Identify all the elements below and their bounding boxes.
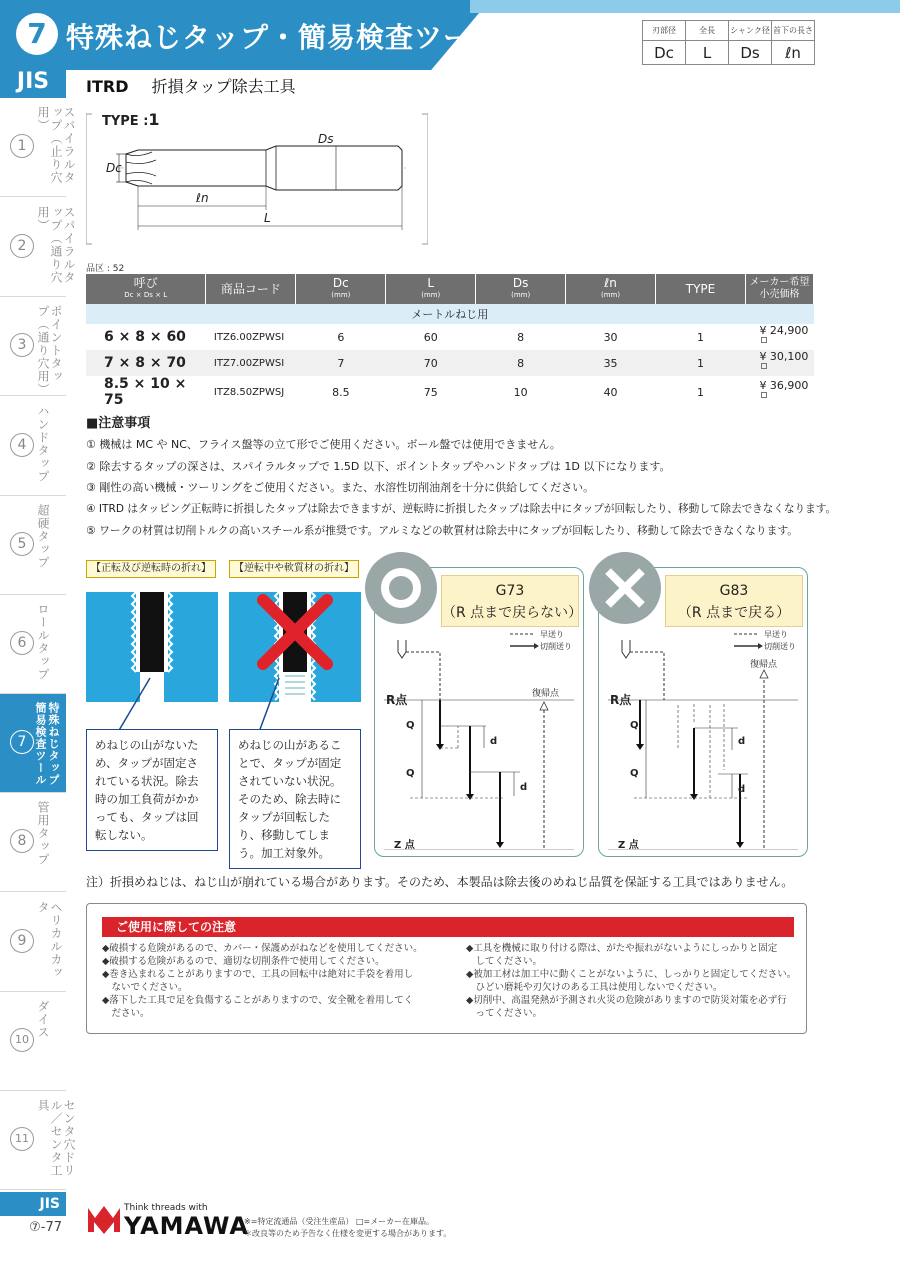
sidebar-item-label: ポイントタップ（通り穴用）	[36, 305, 63, 396]
sidebar-item-4[interactable]	[0, 397, 66, 496]
return-point-label: 復帰点	[532, 689, 560, 699]
dc-label: Dc	[106, 161, 122, 175]
sidebar-item-number: 2	[10, 234, 34, 258]
sidebar-jis-tab[interactable]: JIS	[0, 66, 66, 98]
sidebar-item-number: 11	[10, 1127, 34, 1151]
product-code: ITRD	[86, 77, 129, 96]
stock-icon	[761, 392, 767, 398]
notes-heading: ■注意事項	[86, 416, 151, 431]
caution-right	[466, 942, 796, 1020]
col-header: 商品コード	[206, 274, 296, 304]
caption-reverse-break: 【逆転中や軟質材の折れ】	[229, 560, 359, 578]
caution-line: ◆破損する危険があるので、カバー・保護めがねなどを使用してください。	[102, 943, 423, 954]
sidebar-item-9[interactable]	[0, 893, 66, 992]
legend-value: Ds	[729, 41, 772, 65]
sidebar-item-label: スパイラルタップ（通り穴用）	[36, 206, 76, 284]
header-stripe	[470, 0, 900, 13]
sidebar-item-number: 9	[10, 929, 34, 953]
legend-value: ℓn	[772, 41, 815, 65]
caption-forward-break: 【正転及び逆転時の折れ】	[86, 560, 216, 578]
dimension-legend	[642, 20, 815, 65]
col-header: TYPE	[656, 274, 746, 304]
product-name: 折損タップ除去工具	[151, 77, 296, 96]
legend-label: 刃部径	[643, 21, 686, 41]
legend-label: 全長	[686, 21, 729, 41]
caution-line: ◆破損する危険があるので、適切な切削条件で使用してください。	[102, 956, 385, 967]
notes-list	[86, 434, 836, 542]
legend-cut: 切削送り	[540, 642, 572, 651]
z-point-label: Z 点	[394, 840, 415, 850]
g73-title: G73 （R 点まで戻らない）	[441, 575, 579, 627]
sidebar-item-label: 特殊ねじタップ簡易検査ツール	[34, 702, 60, 786]
sidebar-item-number: 3	[10, 333, 34, 357]
d-label: d	[520, 782, 528, 793]
legend-value: L	[686, 41, 729, 65]
g83-title: G83 （R 点まで戻る）	[665, 575, 803, 627]
caution-line: ひどい磨耗や刃欠けのある工具は使用しないでください。	[466, 982, 723, 993]
stock-icon	[761, 363, 767, 369]
sidebar-item-2[interactable]	[0, 198, 76, 297]
l-label: L	[264, 211, 271, 225]
table-row: 6 × 8 × 60 ITZ6.00ZPWSI 6 60 8 30 1 ¥ 24,900	[104, 324, 809, 345]
caution-line: ◆被加工材は加工中に動くことがないように、しっかりと固定してください。	[466, 969, 797, 980]
sidebar-item-label: ハンドタップ	[36, 405, 50, 483]
pointer-line	[229, 676, 361, 736]
d-label: d	[490, 736, 498, 747]
col-header: Ds (mm)	[476, 274, 566, 304]
sidebar-item-label: ヘリカルカッタ	[36, 901, 63, 979]
product-class: 品区 : 52	[86, 264, 125, 274]
caution-line: ないでください。	[102, 982, 188, 993]
stock-icon	[761, 337, 767, 343]
section-number: 7	[16, 13, 58, 55]
return-point-label: 復帰点	[750, 660, 778, 670]
ln-label: ℓn	[196, 191, 209, 205]
sidebar-item-number: 5	[10, 532, 34, 556]
explain-ng: めねじの山があることで、タップが固定されていない状況。そのため、除去時にタップが回転したり、移動してしまう。加工対象外。	[229, 729, 361, 869]
q-label: Q	[630, 768, 639, 779]
legend-rapid: 早送り	[764, 630, 788, 639]
brand-tagline: Think threads with	[124, 1203, 208, 1213]
sidebar-item-label: 管用タップ	[36, 801, 50, 866]
col-header: ℓn (mm)	[566, 274, 656, 304]
col-header: L (mm)	[386, 274, 476, 304]
note-item: ① 機械は MC や NC、フライス盤等の立て形でご使用ください。ボール盤では使用できません。	[86, 438, 561, 451]
legend-cut: 切削送り	[764, 642, 796, 651]
legend-label: 首下の長さ	[772, 21, 815, 41]
sidebar-item-number: 1	[10, 134, 34, 158]
sidebar-item-number: 4	[10, 433, 34, 457]
yamawa-logo-icon	[86, 1204, 122, 1234]
sidebar-item-label: 超硬タップ	[36, 504, 50, 569]
caution-line: してください。	[466, 956, 543, 967]
sidebar-item-6[interactable]	[0, 595, 66, 694]
table-subheading-row: メートルねじ用	[86, 304, 814, 324]
caution-heading: ご使用に際しての注意	[102, 917, 794, 937]
col-header: Dc (mm)	[296, 274, 386, 304]
sidebar-item-label: センタ穴ドリル／センタ工具	[36, 1099, 76, 1177]
footer-note: ＊改良等のため予告なく仕様を変更する場合があります。	[244, 1229, 452, 1238]
q-label: Q	[406, 720, 415, 731]
legend-rapid: 早送り	[540, 630, 564, 639]
note-item: ② 除去するタップの深さは、スパイラルタップで 1.5D 以下、ポイントタップやハンドタップは 1D 以下になります。	[86, 459, 671, 473]
sidebar-item-number: 8	[10, 829, 34, 853]
sidebar-item-7[interactable]	[0, 694, 66, 793]
cross-icon	[589, 552, 661, 624]
g83-cycle-diagram	[598, 620, 808, 850]
z-point-label: Z 点	[618, 840, 639, 850]
table-row: 7 × 8 × 70 ITZ7.00ZPWSI 7 70 8 35 1 ¥ 30,100	[86, 350, 814, 376]
page-title: 特殊ねじタップ・簡易検査ツール	[66, 21, 501, 54]
type-value: 1	[148, 110, 160, 129]
legend-label: シャンク径	[729, 21, 772, 41]
sidebar-item-1[interactable]	[0, 98, 76, 197]
good-circle-icon	[365, 552, 437, 624]
col-header: 呼び Dc × Ds × L	[86, 274, 206, 304]
sidebar-item-number: 10	[10, 1028, 34, 1052]
footer-note: ※=特定流通品（受注生産品） □=メーカー在庫品。	[244, 1217, 435, 1226]
sidebar-item-label: ダイス	[36, 1000, 50, 1039]
note-item: ④ ITRD はタッピング正転時に折損したタップは除去できますが、逆転時に折損したタップは除去中にタップが回転したり、移動して除去できなくなります。	[86, 502, 837, 515]
sidebar-item-number: 7	[10, 730, 34, 754]
caution-left	[102, 942, 423, 1020]
col-header: メーカー希望 小売価格	[745, 274, 813, 304]
explain-ok: めねじの山がないため、タップが固定されている状況。除去時の加工負荷がかかっても、タップは回転しない。	[86, 729, 218, 851]
caution-line: ださい。	[102, 1008, 150, 1019]
d-label: d	[738, 736, 746, 747]
table-row: 8.5 × 10 × 75 ITZ8.50ZPWSJ 8.5 75 10 40 1 ¥ 36,900	[104, 376, 809, 408]
footer-notes	[244, 1216, 451, 1240]
sidebar-jis-footer: JIS	[0, 1192, 66, 1216]
sidebar-item-number: 6	[10, 631, 34, 655]
sidebar-item-3[interactable]	[0, 297, 66, 396]
sidebar-item-11[interactable]	[0, 1091, 76, 1190]
sidebar-item-label: スパイラルタップ（止り穴用）	[36, 106, 76, 184]
page-number: ⑦-77	[29, 1220, 62, 1235]
sidebar-item-10[interactable]	[0, 992, 66, 1091]
sidebar-item-label: ロールタップ	[36, 603, 50, 681]
brand-name: YAMAWA	[124, 1212, 250, 1240]
r-point-label: R点	[610, 693, 632, 707]
note-item: ③ 剛性の高い機械・ツーリングをご使用ください。また、水溶性切削油剤を十分に供給してください。	[86, 481, 595, 494]
r-point-label: R点	[386, 693, 408, 707]
ds-label: Ds	[318, 132, 334, 146]
note-item: ⑤ ワークの材質は切削トルクの高いスチール系が推奨です。アルミなどの軟質材は除去中にタップが回転したり、移動して除去できなくなります。	[86, 524, 799, 537]
legend-value: Dc	[643, 41, 686, 65]
spec-table	[86, 274, 814, 408]
table-header-row	[86, 274, 814, 304]
type-prefix: TYPE :	[102, 114, 149, 129]
caution-line: ◆巻き込まれることがありますので、工具の回転中は絶対に手袋を着用し	[102, 969, 414, 980]
sidebar-item-5[interactable]	[0, 496, 66, 595]
product-heading	[86, 74, 296, 97]
caution-line: ◆切削中、高温発熱が予測され火災の危険がありますので防災対策を必ず行	[466, 995, 787, 1006]
g73-cycle-diagram	[374, 620, 584, 850]
quality-note: 注）折損めねじは、ねじ山が崩れている場合があります。そのため、本製品は除去後のめねじ品質を保証する工具ではありません。	[86, 875, 794, 889]
q-label: Q	[406, 768, 415, 779]
sidebar-item-8[interactable]	[0, 793, 66, 892]
caution-line: ◆落下した工具で足を負傷することがありますので、安全靴を着用してく	[102, 995, 414, 1006]
caution-line: ってください。	[466, 1008, 543, 1019]
pointer-line	[86, 676, 218, 736]
d-label: d	[738, 784, 746, 795]
tool-drawing	[86, 110, 428, 248]
type-label	[102, 110, 160, 129]
q-label: Q	[630, 720, 639, 731]
caution-line: ◆工具を機械に取り付ける際は、がたや振れがないようにしっかりと固定	[466, 943, 778, 954]
